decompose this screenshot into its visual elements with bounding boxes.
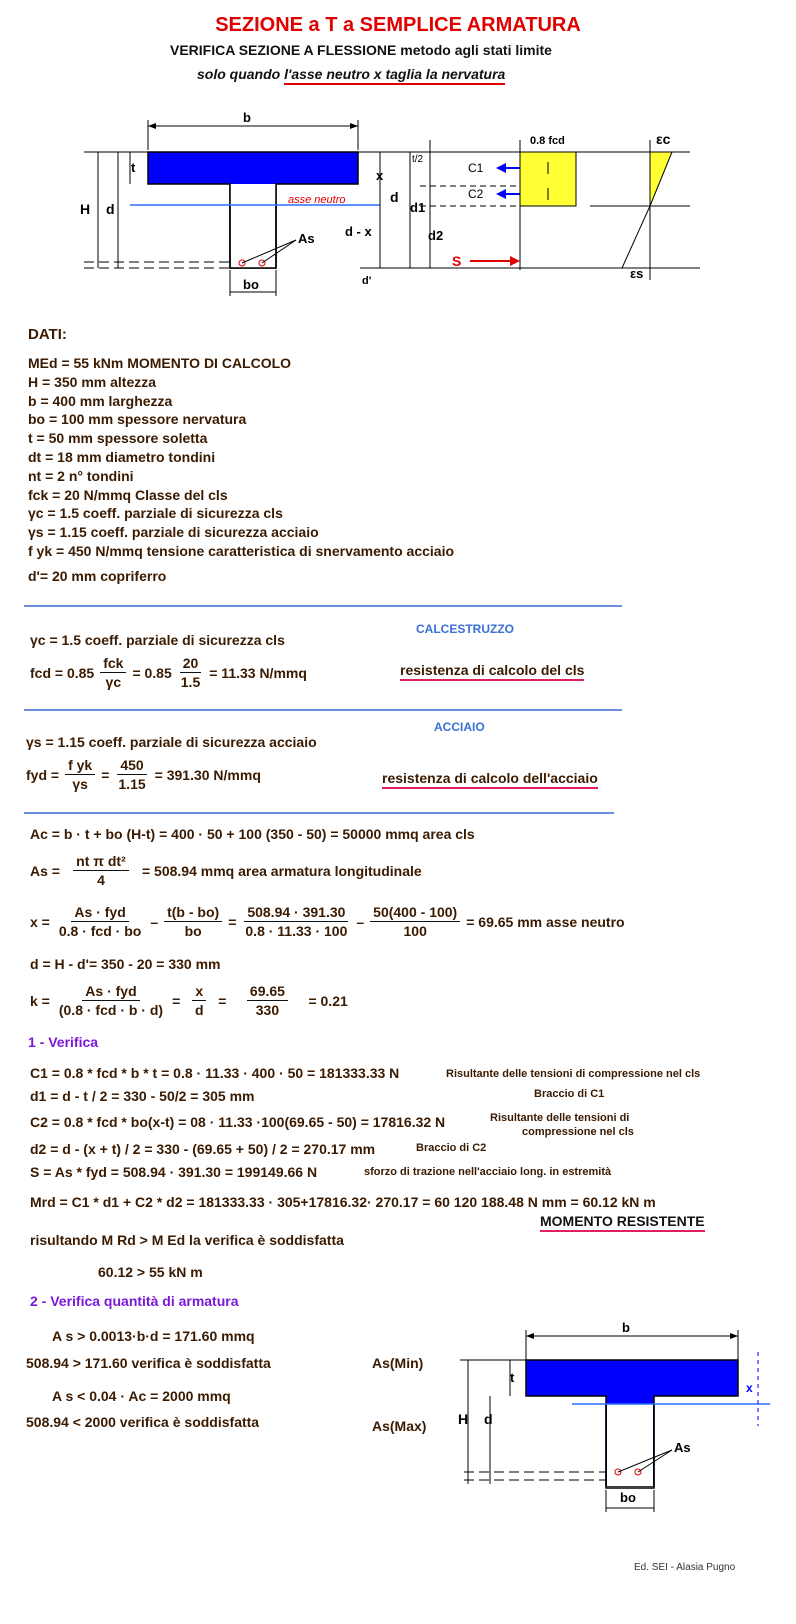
- as-min-label: As(Min): [372, 1355, 424, 1371]
- verifica1-title: 1 - Verifica: [28, 1034, 99, 1050]
- as-max-label: As(Max): [372, 1418, 427, 1434]
- acc-gamma: γs = 1.15 coeff. parziale di sicurezza acciaio: [26, 734, 317, 750]
- dim-b: b: [622, 1320, 630, 1335]
- dim-bo: bo: [620, 1490, 636, 1505]
- fyd-formula: fyd = $\frac{\text{f yk}}{\gamma s}$ = $\frac{450}{1.15}$ = 391.30 N/mmq: [26, 757, 261, 792]
- result-text: risultando M Rd > M Ed la verifica è soddisfatta: [30, 1232, 344, 1248]
- divider: [24, 812, 614, 814]
- d1-line: d1 = d - t / 2 = 330 - 50/2 = 305 mm: [30, 1088, 255, 1104]
- dim-t: t: [510, 1370, 515, 1385]
- dim-d-left: d: [106, 201, 115, 217]
- label-As: As: [298, 231, 315, 246]
- dim-t2: t/2: [412, 154, 424, 165]
- c2-line: C2 = 0.8 * fcd * bo(x-t) = 08 · 11.33 ·100(69.65 - 50) = 17816.32 N: [30, 1114, 446, 1130]
- dim-t: t: [131, 160, 136, 175]
- dati-line: f yk = 450 N/mmq tensione caratteristica di snervamento acciaio: [28, 542, 455, 559]
- d2-note: Braccio di C2: [416, 1142, 487, 1154]
- dati-line: bo = 100 mm spessore nervatura: [28, 411, 247, 428]
- dati-line: b = 400 mm larghezza: [28, 392, 173, 409]
- k-formula: k = $\frac{\text{As · fyd}}{\text{(0.8 · fcd · b · d)}}$ = $\frac{x}{d}$ = $\frac{69.65}{330}$ = 0.21: [30, 983, 348, 1018]
- label-ec: εc: [656, 131, 671, 147]
- d2-line: d2 = d - (x + t) / 2 = 330 - (69.65 + 50) / 2 = 270.17 mm: [30, 1141, 376, 1157]
- dati-line: nt = 2 n° tondini: [28, 467, 134, 484]
- dim-d-x: d - x: [345, 224, 372, 239]
- c2-note1: Risultante delle tensioni di: [490, 1112, 630, 1124]
- fcd-formula: fcd = 0.85 $\frac{\text{fck}}{\gamma c}$ = 0.85 $\frac{20}{1.5}$ = 11.33 N/mmq: [30, 655, 307, 690]
- strain-triangle: [650, 152, 672, 206]
- dati-line: fck = 20 N/mmq Classe del cls: [28, 486, 228, 503]
- page-subtitle: VERIFICA SEZIONE A FLESSIONE metodo agli stati limite: [170, 42, 552, 58]
- label-asse-neutro: asse neutro: [288, 194, 346, 206]
- dim-d: d: [484, 1411, 493, 1427]
- cls-note: resistenza di calcolo del cls: [400, 662, 584, 681]
- page-title: SEZIONE a T a SEMPLICE ARMATURA: [215, 14, 581, 36]
- t-section-diagram: [0, 100, 796, 300]
- label-es: εs: [630, 266, 644, 281]
- dati-line: H = 350 mm altezza: [28, 373, 157, 390]
- result-values: 60.12 > 55 kN m: [98, 1264, 203, 1280]
- s-note: sforzo di trazione nell'acciaio long. in estremità: [364, 1166, 612, 1178]
- as-min-formula: A s > 0.0013·b·d = 171.60 mmq: [52, 1328, 255, 1344]
- acc-note: resistenza di calcolo dell'acciaio: [382, 770, 598, 789]
- dim-d-right: d: [390, 189, 399, 205]
- dim-d2: d2: [428, 228, 444, 243]
- as-formula: As = $\frac{\text{nt π dt²}}{4}$ = 508.94 mmq area armatura longitudinale: [30, 853, 422, 888]
- divider: [24, 709, 622, 711]
- condition-text: solo quando l'asse neutro x taglia la nervatura: [197, 66, 505, 82]
- x-formula: x = $\frac{\text{As · fyd}}{\text{0.8 · fcd · bo}}$ – $\frac{t(b - bo)}{bo}$ = $\frac{508.94 \cdot 391.30}{0.8 \cdot 11.33 \cdot 100}$ – $\frac{50(400 - 100)}{100}$ = 69.65 mm asse neutro: [30, 904, 625, 939]
- verifica2-title: 2 - Verifica quantità di armatura: [30, 1293, 239, 1309]
- c1-line: C1 = 0.8 * fcd * b * t = 0.8 · 11.33 · 400 · 50 = 181333.33 N: [30, 1065, 400, 1081]
- c1-note: Risultante delle tensioni di compressione nel cls: [446, 1068, 701, 1080]
- condition-underlined: l'asse neutro x taglia la nervatura: [284, 66, 505, 85]
- mrd-label: MOMENTO RESISTENTE: [540, 1213, 705, 1232]
- footer-credit: Ed. SEI - Alasia Pugno: [634, 1562, 736, 1573]
- dati-line: γs = 1.15 coeff. parziale di sicurezza acciaio: [28, 524, 319, 541]
- d1-note: Braccio di C1: [534, 1088, 605, 1100]
- dim-x: x: [746, 1381, 753, 1395]
- label-As: As: [674, 1440, 691, 1455]
- dim-dprime: d': [362, 275, 372, 287]
- ac-line: Ac = b · t + bo (H-t) = 400 · 50 + 100 (350 - 50) = 50000 mmq area cls: [30, 826, 475, 842]
- divider: [24, 605, 622, 607]
- cls-label: CALCESTRUZZO: [416, 622, 514, 636]
- dati-title: DATI:: [28, 326, 67, 343]
- dim-d1: d1: [410, 200, 426, 215]
- label-fcd: 0.8 fcd: [530, 135, 565, 147]
- dati-line: d'= 20 mm copriferro: [28, 567, 167, 584]
- c2-note2: compressione nel cls: [522, 1126, 634, 1138]
- dim-bo: bo: [243, 277, 259, 292]
- dati-line: t = 50 mm spessore soletta: [28, 430, 208, 447]
- dati-line: MEd = 55 kNm MOMENTO DI CALCOLO: [28, 355, 292, 371]
- t-section-diagram-small: [440, 1316, 780, 1516]
- as-min-check: 508.94 > 171.60 verifica è soddisfatta: [26, 1355, 271, 1371]
- dati-line: dt = 18 mm diametro tondini: [28, 448, 216, 465]
- d-line: d = H - d'= 350 - 20 = 330 mm: [30, 956, 221, 972]
- label-S: S: [452, 253, 462, 269]
- acciaio-label: ACCIAIO: [434, 720, 485, 734]
- dim-b: b: [243, 110, 251, 125]
- dim-H: H: [458, 1411, 469, 1427]
- s-line: S = As * fyd = 508.94 · 391.30 = 199149.66 N: [30, 1164, 318, 1180]
- dim-H: H: [80, 201, 91, 217]
- as-max-check: 508.94 < 2000 verifica è soddisfatta: [26, 1414, 260, 1430]
- as-max-formula: A s < 0.04 · Ac = 2000 mmq: [52, 1388, 231, 1404]
- label-C1: C1: [468, 161, 484, 175]
- label-C2: C2: [468, 187, 484, 201]
- mrd-line: Mrd = C1 * d1 + C2 * d2 = 181333.33 · 305+17816.32· 270.17 = 60 120 188.48 N mm = 60.12 kN m: [30, 1194, 656, 1210]
- cls-gamma: γc = 1.5 coeff. parziale di sicurezza cls: [30, 632, 285, 648]
- dim-x: x: [376, 168, 384, 183]
- dati-line: γc = 1.5 coeff. parziale di sicurezza cls: [28, 505, 283, 522]
- dati-list: [28, 354, 454, 586]
